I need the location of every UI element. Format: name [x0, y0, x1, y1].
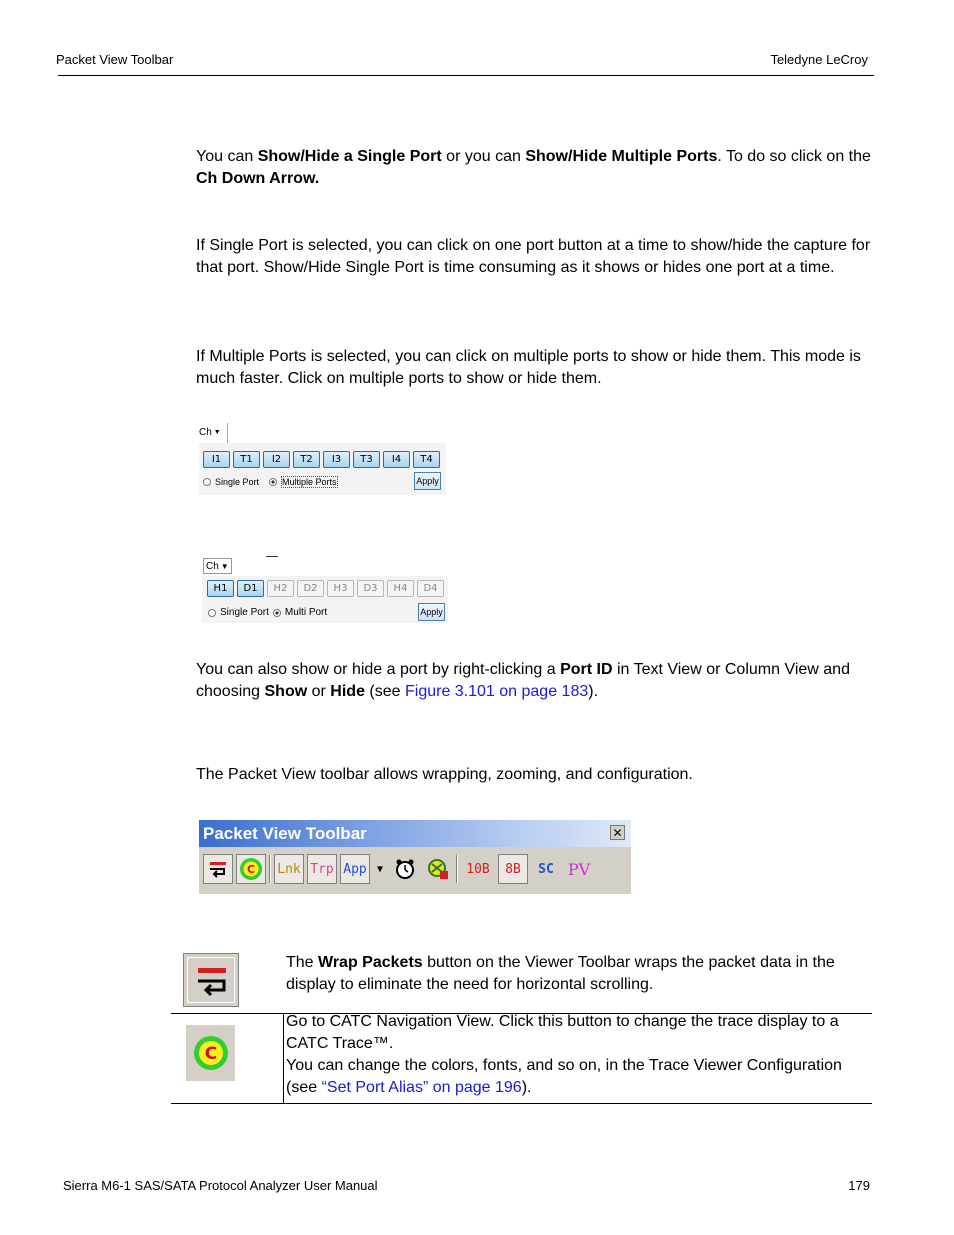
- toolbar-separator: [456, 855, 458, 883]
- port-button-d4[interactable]: D4: [417, 580, 444, 597]
- port-button-t4[interactable]: T4: [413, 451, 440, 468]
- port-button-d3[interactable]: D3: [357, 580, 384, 597]
- filter-icon: [426, 858, 450, 880]
- wrap-icon: [207, 859, 229, 879]
- wrap-packets-button[interactable]: [203, 854, 233, 884]
- text: You can: [196, 148, 258, 165]
- radio-multi-port[interactable]: [273, 609, 281, 617]
- radio-multiple-label: Multiple Ports: [282, 477, 337, 487]
- text: button on the Viewer Toolbar wraps the packet data in the display to eliminate the need for horizontal scrolling.: [286, 954, 835, 993]
- page-number: 179: [848, 1178, 870, 1193]
- bold-text: Show/Hide Multiple Ports: [525, 148, 718, 165]
- text: or: [307, 683, 331, 700]
- transport-layer-button[interactable]: Trp: [307, 854, 337, 884]
- port-button-h4[interactable]: H4: [387, 580, 414, 597]
- filter-button[interactable]: [423, 854, 453, 884]
- svg-text:C: C: [246, 863, 256, 876]
- catc-icon: [191, 1033, 231, 1073]
- catc-navigation-button[interactable]: [236, 854, 266, 884]
- chevron-down-icon: ▼: [220, 561, 229, 571]
- wrap-packets-icon-cell: [183, 953, 239, 1007]
- header-rule: [58, 75, 874, 76]
- text: You can also show or hide a port by right-clicking a: [196, 661, 561, 678]
- para-single-port: If Single Port is selected, you can click on one port button at a time to show/hide the capture for that port. Show/Hide Single Port is time consuming as it shows or hides one port at a time.: [196, 237, 871, 276]
- bold-text: Port ID: [560, 661, 613, 678]
- catc-icon: [239, 857, 263, 881]
- layer-dropdown[interactable]: [373, 854, 387, 884]
- port-button-h2[interactable]: H2: [267, 580, 294, 597]
- port-button-h1[interactable]: H1: [207, 580, 234, 597]
- port-button-i2[interactable]: I2: [263, 451, 290, 468]
- port-button-d1[interactable]: D1: [237, 580, 264, 597]
- text: ).: [588, 683, 599, 700]
- figure-link[interactable]: Figure 3.101 on page 183: [404, 683, 589, 700]
- radio-multi-label: Multi Port: [284, 607, 328, 618]
- chevron-down-icon: ▼: [376, 863, 384, 875]
- footer-left: Sierra M6-1 SAS/SATA Protocol Analyzer User Manual: [63, 1178, 378, 1193]
- ch-toolbar-2: [202, 556, 448, 623]
- packet-view-toolbar: [199, 820, 631, 894]
- chevron-down-icon: ▼: [213, 429, 221, 436]
- bold-text: Show: [264, 683, 308, 700]
- port-button-t1[interactable]: T1: [233, 451, 260, 468]
- bold-text: Wrap Packets: [318, 954, 423, 971]
- text: ).: [521, 1079, 532, 1096]
- 8b-button[interactable]: 8B: [498, 854, 528, 884]
- wrap-icon: [192, 963, 232, 999]
- toolbar-title: Packet View Toolbar: [203, 824, 367, 843]
- radio-multiple-ports[interactable]: [269, 478, 277, 486]
- table-column-divider: [283, 1013, 284, 1104]
- text: in Text View or Column View and choosing: [196, 661, 850, 700]
- port-mode-radios: [208, 607, 327, 618]
- bold-text: Ch Down Arrow.: [196, 170, 320, 187]
- catc-description: [286, 1011, 872, 1099]
- wrap-packets-description: [286, 952, 872, 996]
- pv-button[interactable]: PV: [567, 859, 591, 879]
- divider: [266, 556, 278, 557]
- text: You can change the colors, fonts, and so on, in the Trace Viewer Configuration (see: [286, 1057, 842, 1096]
- port-mode-radios: [203, 476, 338, 488]
- toolbar-separator: [269, 855, 271, 883]
- 10b-button[interactable]: 10B: [466, 861, 490, 877]
- radio-single-port[interactable]: [208, 609, 216, 617]
- text: . To do so click on the: [717, 148, 871, 165]
- application-layer-button[interactable]: App: [340, 854, 370, 884]
- bold-text: Hide: [330, 683, 365, 700]
- port-button-t2[interactable]: T2: [293, 451, 320, 468]
- port-buttons: [203, 451, 440, 468]
- divider: [227, 423, 228, 443]
- sc-button[interactable]: SC: [538, 861, 554, 877]
- table-bottom-rule: [171, 1103, 872, 1104]
- set-port-alias-link[interactable]: “Set Port Alias” on page 196: [321, 1079, 522, 1096]
- ch-dropdown-label: Ch: [206, 560, 219, 572]
- text: The: [286, 954, 319, 971]
- header-left: Packet View Toolbar: [56, 52, 174, 67]
- ch-toolbar-top: [202, 556, 448, 576]
- svg-text:C: C: [204, 1044, 218, 1064]
- port-buttons: [207, 580, 444, 597]
- bold-text: Show/Hide a Single Port: [257, 148, 442, 165]
- catc-icon-cell: [186, 1025, 235, 1081]
- text-line: [286, 1055, 872, 1099]
- port-button-d2[interactable]: D2: [297, 580, 324, 597]
- ch-dropdown-label: Ch: [199, 427, 212, 438]
- para-show-hide: [196, 146, 876, 190]
- close-icon[interactable]: ✕: [610, 825, 625, 840]
- para-toolbar-intro: The Packet View toolbar allows wrapping, zooming, and configuration.: [196, 766, 693, 783]
- toolbar-buttons: [203, 852, 594, 886]
- ch-dropdown[interactable]: [199, 427, 221, 438]
- header-right: Teledyne LeCroy: [770, 52, 868, 67]
- para-multiple-ports: If Multiple Ports is selected, you can click on multiple ports to show or hide them. This mode is much faster. Click on multiple ports to show or hide them.: [196, 348, 861, 387]
- toolbar-title-bar: [199, 820, 631, 847]
- ch-dropdown[interactable]: [203, 558, 232, 574]
- radio-single-label: Single Port: [215, 477, 260, 487]
- port-button-h3[interactable]: H3: [327, 580, 354, 597]
- apply-button[interactable]: Apply: [418, 603, 445, 621]
- timer-button[interactable]: [390, 854, 420, 884]
- radio-single-port[interactable]: [203, 478, 211, 486]
- text: (see: [364, 683, 405, 700]
- link-layer-button[interactable]: Lnk: [274, 854, 304, 884]
- text: or you can: [441, 148, 526, 165]
- radio-single-label: Single Port: [220, 607, 269, 618]
- alarm-clock-icon: [394, 858, 416, 880]
- port-button-t3[interactable]: T3: [353, 451, 380, 468]
- text: Go to CATC Navigation View. Click this button to change the trace display to a CATC Trace™.: [286, 1013, 839, 1052]
- port-button-i1[interactable]: I1: [203, 451, 230, 468]
- apply-button[interactable]: Apply: [414, 472, 441, 490]
- port-button-i4[interactable]: I4: [383, 451, 410, 468]
- ch-toolbar-top: [199, 423, 446, 443]
- ch-toolbar-1: [199, 423, 446, 495]
- port-button-i3[interactable]: I3: [323, 451, 350, 468]
- para-right-click: [196, 659, 876, 703]
